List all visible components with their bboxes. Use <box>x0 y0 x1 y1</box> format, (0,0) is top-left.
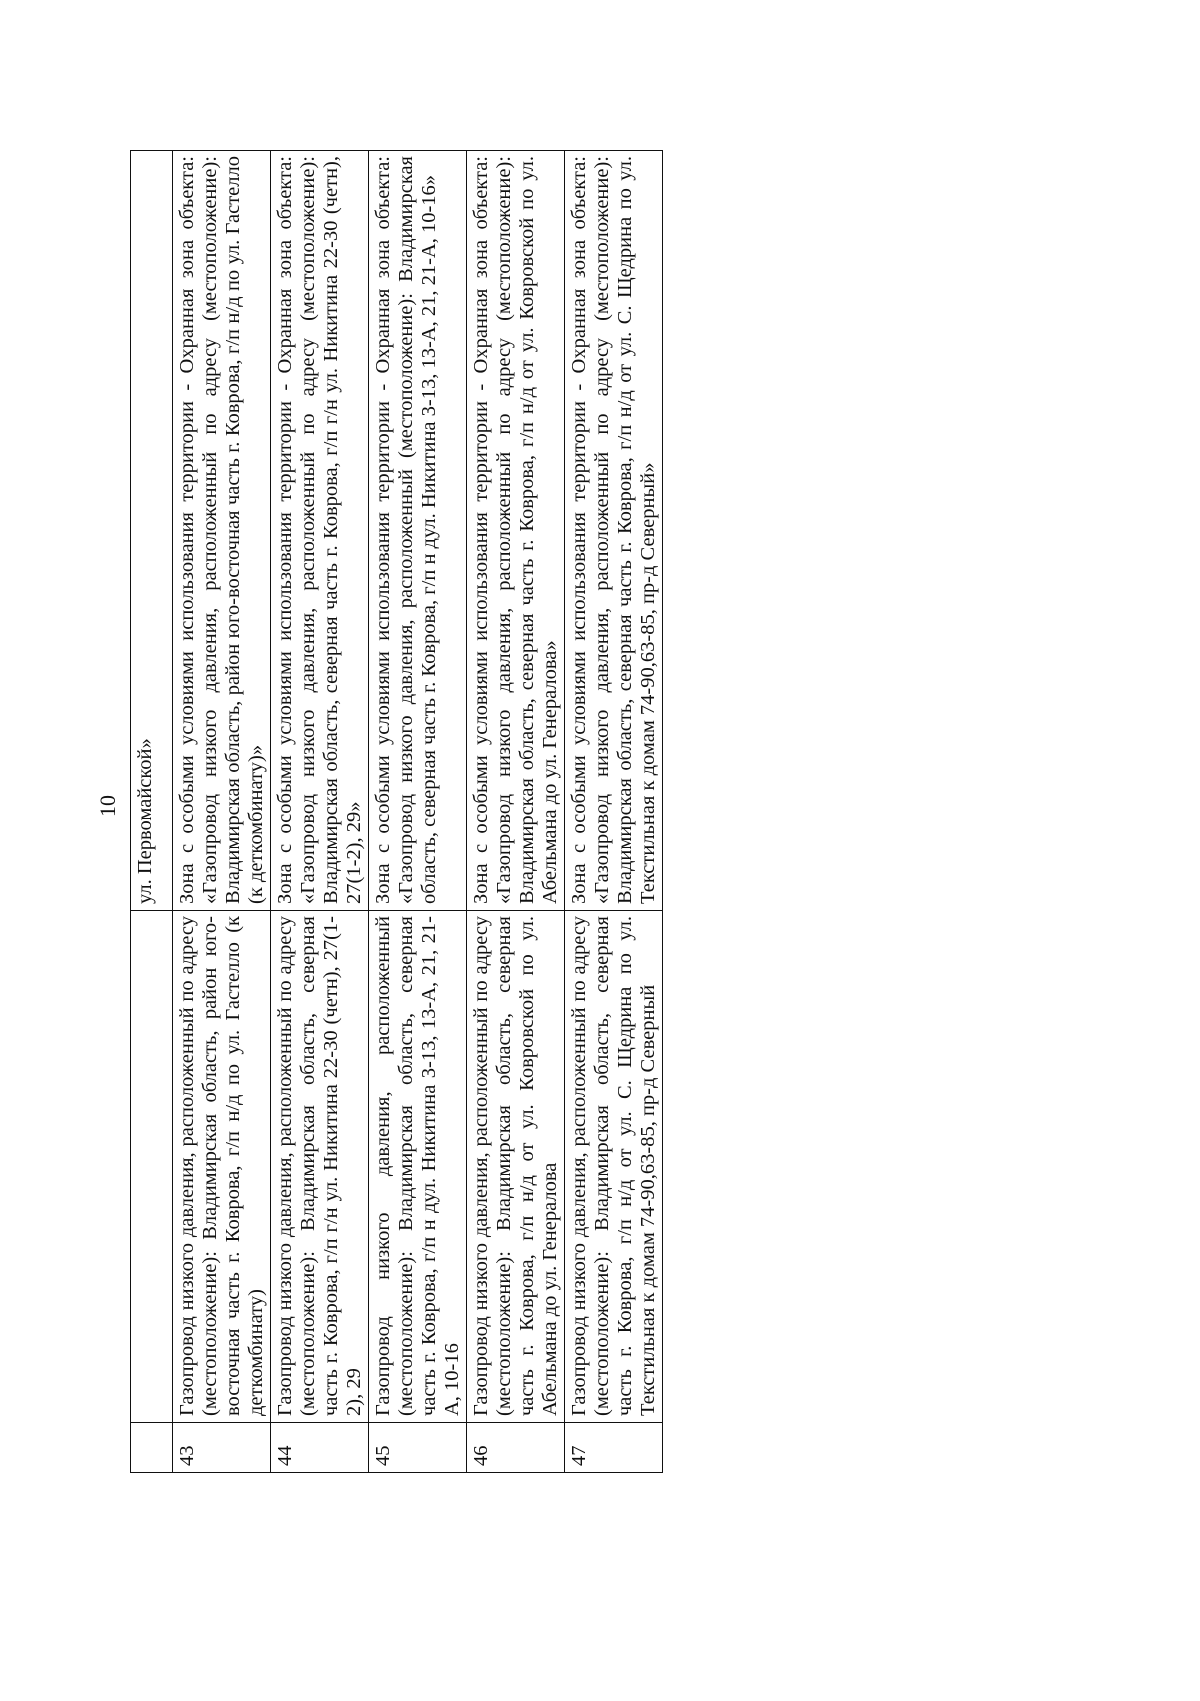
table-row <box>271 151 369 1473</box>
row-number: 46 <box>467 1423 565 1473</box>
row-number: 43 <box>173 1423 271 1473</box>
zone-description: Зона с особыми условиями использования территории - Охранная зона объекта: «Газопровод низкого давления, расположенный по адресу (местоположение): Владимирская область, северная часть г. Коврова, г/п н/д от ул. С. Щедрина по ул. Текстильная к домам 74-90,63-85, пр-д Северный» <box>565 151 663 911</box>
row-number: 44 <box>271 1423 369 1473</box>
object-description: Газопровод низкого давления, расположенный по адресу (местоположение): Владимирская область, северная часть г. Коврова, г/п г/н ул. Никитина 22-30 (четн), 27(1-2), 29 <box>271 911 369 1423</box>
table-row-continuation <box>131 151 173 1473</box>
object-description: Газопровод низкого давления, расположенный по адресу (местоположение): Владимирская область, район юго-восточная часть г. Коврова, г/п н/д по ул. Гастелло (к деткомбинату) <box>173 911 271 1423</box>
object-description: Газопровод низкого давления, расположенный по адресу (местоположение): Владимирская область, северная часть г. Коврова, г/п н/д от ул. С. Щедрина по ул. Текстильная к домам 74-90,63-85, пр-д Северный <box>565 911 663 1423</box>
table-cell-num <box>131 1423 173 1473</box>
page-number: 10 <box>95 795 120 817</box>
table-rotator <box>130 151 1033 1473</box>
zone-description: Зона с особыми условиями использования территории - Охранная зона объекта: «Газопровод низкого давления, расположенный по адресу (местоположение): Владимирская область, северная часть г. Коврова, г/п н/д от ул. Ковровской по ул. Абельмана до ул. Генералова» <box>467 151 565 911</box>
object-description: Газопровод низкого давления, расположенный (местоположение): Владимирская область, северная часть г. Коврова, г/п н дул. Никитина 3-13, 13-А, 21, 21-А, 10-16 <box>369 911 467 1423</box>
zones-table <box>130 150 663 1473</box>
table-cell-zone: ул. Первомайской» <box>131 151 173 911</box>
table-row <box>565 151 663 1473</box>
zone-description: Зона с особыми условиями использования территории - Охранная зона объекта: «Газопровод низкого давления, расположенный (местоположение): Владимирская область, северная часть г. Коврова, г/п н дул. Никитина 3-13, 13-А, 21, 21-А, 10-16» <box>369 151 467 911</box>
zone-description: Зона с особыми условиями использования территории - Охранная зона объекта: «Газопровод низкого давления, расположенный по адресу (местоположение): Владимирская область, район юго-восточная часть г. Коврова, г/п н/д по ул. Гастелло (к деткомбинату)» <box>173 151 271 911</box>
table-row <box>173 151 271 1473</box>
row-number: 47 <box>565 1423 663 1473</box>
object-description: Газопровод низкого давления, расположенный по адресу (местоположение): Владимирская область, северная часть г. Коврова, г/п н/д от ул. Ковровской по ул. Абельмана до ул. Генералова <box>467 911 565 1423</box>
table-row <box>369 151 467 1473</box>
zone-description: Зона с особыми условиями использования территории - Охранная зона объекта: «Газопровод низкого давления, расположенный по адресу (местоположение): Владимирская область, северная часть г. Коврова, г/п г/н ул. Никитина 22-30 (четн), 27(1-2), 29» <box>271 151 369 911</box>
table-cell-description <box>131 911 173 1423</box>
table-row <box>467 151 565 1473</box>
row-number: 45 <box>369 1423 467 1473</box>
